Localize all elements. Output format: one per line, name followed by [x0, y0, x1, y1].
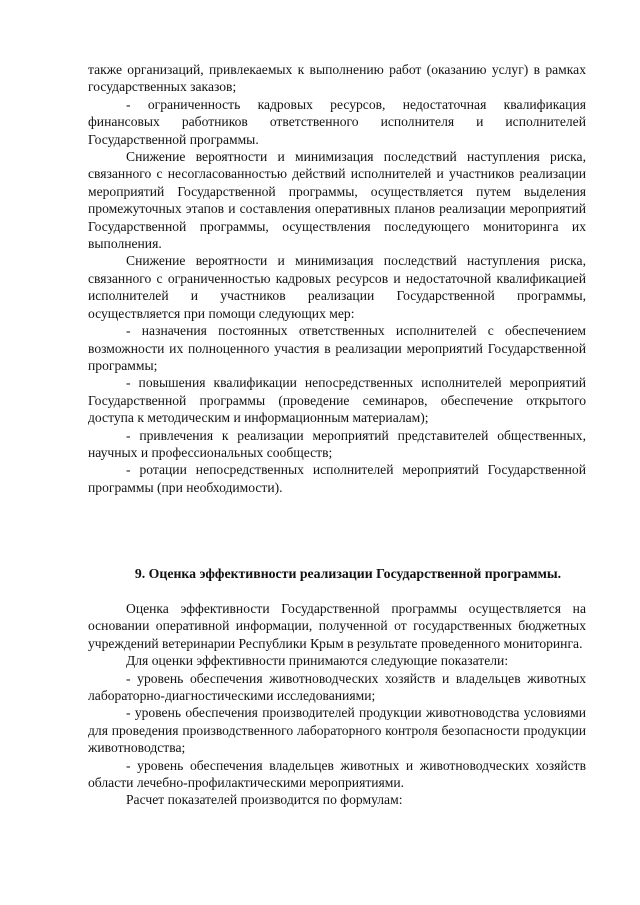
list-item: - привлечения к реализации мероприятий представителей общественных, научных и профессиональных сообществ; — [88, 427, 586, 460]
list-item: - ограниченность кадровых ресурсов, недостаточная квалификация финансовых работников ответственного исполнителя и исполнителей Государственной программы. — [88, 96, 586, 147]
paragraph: Расчет показателей производится по формулам: — [126, 792, 403, 808]
paragraph: Снижение вероятности и минимизация последствий наступления риска, связанного с несогласованностью действий исполнителей и участников реализации мероприятий Государственной программы, осуществляется путем выделения промежуточных этапов и составления оперативных планов реализации мероприятий Государственной программы, осуществления последующего мониторинга их выполнения. — [88, 149, 586, 252]
list-item: - назначения постоянных ответственных исполнителей с обеспечением возможности их полноценного участия в реализации мероприятий Государственной программы; — [88, 323, 586, 373]
list-item: - повышения квалификации непосредственных исполнителей мероприятий Государственной программы (проведение семинаров, обеспечение открытого доступа к методическим и информационным материалам); — [88, 375, 586, 426]
risk-measures-text — [88, 61, 586, 496]
paragraph: Снижение вероятности и минимизация последствий наступления риска, связанного с ограниченностью кадровых ресурсов и недостаточной квалификацией исполнителей и участников реализации Государственной программы, осуществляется при помощи следующих мер: — [88, 253, 586, 321]
list-item: - уровень обеспечения животноводческих хозяйств и владельцев животных лабораторно-диагностическими исследованиями; — [88, 670, 586, 704]
paragraph: Оценка эффективности Государственной программы осуществляется на основании оперативной информации, полученной от государственных бюджетных учреждений ветеринарии Республики Крым в результате проведенного мониторинга. — [88, 601, 586, 651]
list-item: - уровень обеспечения производителей продукции животноводства условиями для проведения производственного лабораторного контроля безопасности продукции животноводства; — [88, 705, 586, 756]
paragraph: Для оценки эффективности принимаются следующие показатели: — [126, 653, 509, 669]
list-item: - ротации непосредственных исполнителей мероприятий Государственной программы (при необходимости). — [88, 462, 586, 495]
evaluation-text — [88, 600, 586, 809]
section-heading: 9. Оценка эффективности реализации Государственной программы. — [134, 566, 562, 581]
paragraph: также организаций, привлекаемых к выполнению работ (оказанию услуг) в рамках государственных заказов; — [88, 62, 586, 95]
list-item: - уровень обеспечения владельцев животных и животноводческих хозяйств области лечебно-профилактическими мероприятиями. — [88, 757, 586, 791]
